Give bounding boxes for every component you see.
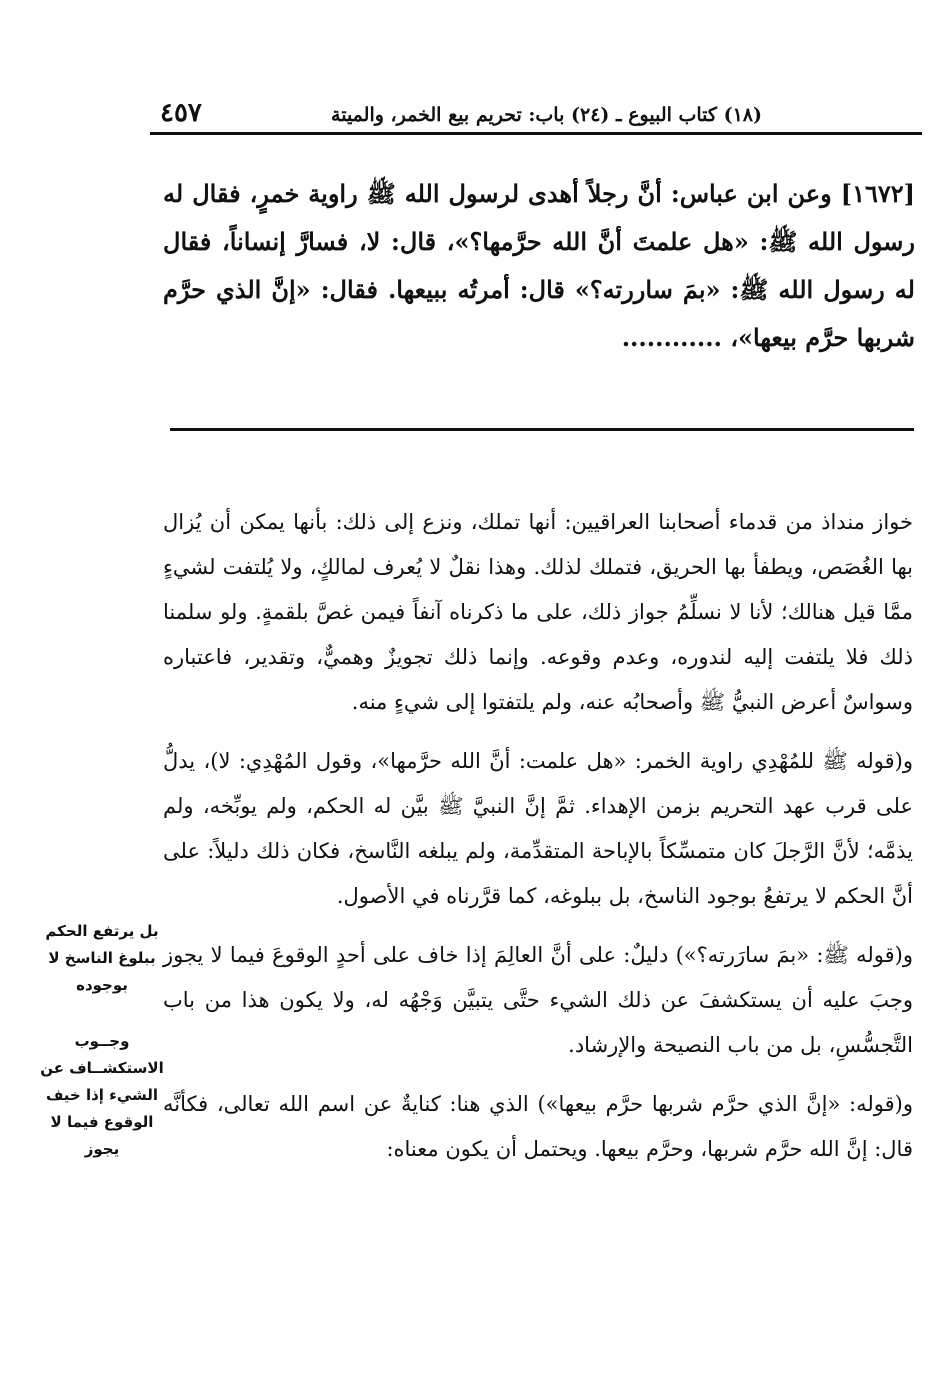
hadith-block — [163, 170, 915, 362]
commentary-paragraph-3: و(قوله ﷺ: «بمَ سارَرته؟») دليلٌ: على أنَّ العالِمَ إذا خاف على أحدٍ الوقوعَ فيما لا يجوز وجبَ عليه أن يستكشفَ عن ذلك الشيء حتَّى يتبيَّن وَجْهُه له، ولا يكون هذا من باب التَّجسُّسِ، بل من باب النصيحة والإرشاد. — [163, 943, 914, 1057]
page-number: ٤٥٧ — [160, 98, 202, 128]
separator-rule — [170, 428, 914, 431]
ellipsis-dots: ............ — [621, 323, 722, 352]
margin-note-abrogation: بل يرتفع الحكم ببلوغ الناسخ لا بوجوده — [45, 922, 159, 994]
commentary-paragraph-1: خواز منداذ من قدماء أصحابنا العراقيين: أنها تملك، ونزع إلى ذلك: بأنها يمكن أن يُزال بها الغُصَص، ويطفأ بها الحريق، فتملك لذلك. وهذا نقلٌ لا يُعرف لمالكٍ، ولا يُلتفت لشيءٍ ممَّا قيل هنالك؛ لأنا لا نسلِّمُ جواز ذلك، على ما ذكرناه آنفاً فيمن غصَّ بلقمةٍ. ولو سلمنا ذلك فلا يلتفت إليه لندوره، وعدم وقوعه. وإنما ذلك تجويزٌ وهميٌّ، وتقدير، فاعتباره وسواسٌ أعرض النبيُّ ﷺ وأصحابُه عنه، ولم يلتفتوا إلى شيءٍ منه. — [163, 510, 913, 714]
running-title: (١٨) كتاب البيوع ـ (٢٤) باب: تحريم بيع الخمر، والميتة — [331, 104, 762, 126]
page-header — [150, 98, 922, 135]
hadith-paragraph — [163, 170, 915, 362]
hadith-number: [١٦٧٢] — [840, 179, 916, 208]
hadith-text: وعن ابن عباس: أنَّ رجلاً أهدى لرسول الله ﷺ راوية خمرٍ، فقال له رسول الله ﷺ: «هل علمتَ أنَّ الله حرَّمها؟»، قال: لا، فسارَّ إنساناً، فقال له رسول الله ﷺ: «بمَ ساررته؟» قال: أمرتُه ببيعها. فقال: «إنَّ الذي حرَّم شربها حرَّم بيعها»، — [163, 179, 915, 352]
commentary-paragraph-2: و(قوله ﷺ للمُهْدِي راوية الخمر: «هل علمت: أنَّ الله حرَّمها»، وقول المُهْدِي: لا)، يدلُّ على قرب عهد التحريم بزمن الإهداء. ثمَّ إنَّ النبيَّ ﷺ بيَّن له الحكم، ولم يوبِّخه، ولم يذمَّه؛ لأنَّ الرَّجلَ كان متمسِّكاً بالإباحة المتقدِّمة، ولم يبلغه النَّاسخ، فكان ذلك دليلاً: على أنَّ الحكم لا يرتفعُ بوجود الناسخ، بل ببلوغه، كما قرَّرناه في الأصول. — [163, 749, 913, 908]
margin-note-inquiry: وجــوب الاستكشــاف عن الشيء إذا خيف الوقوع فيما لا يجوز — [40, 1032, 164, 1158]
commentary-block — [163, 500, 913, 1186]
commentary-paragraph-4: و(قوله: «إنَّ الذي حرَّم شربها حرَّم بيعها») الذي هنا: كنايةٌ عن اسم الله تعالى، فكأنَّه قال: إنَّ الله حرَّم شربها، وحرَّم بيعها. ويحتمل أن يكون معناه: — [163, 1092, 913, 1161]
